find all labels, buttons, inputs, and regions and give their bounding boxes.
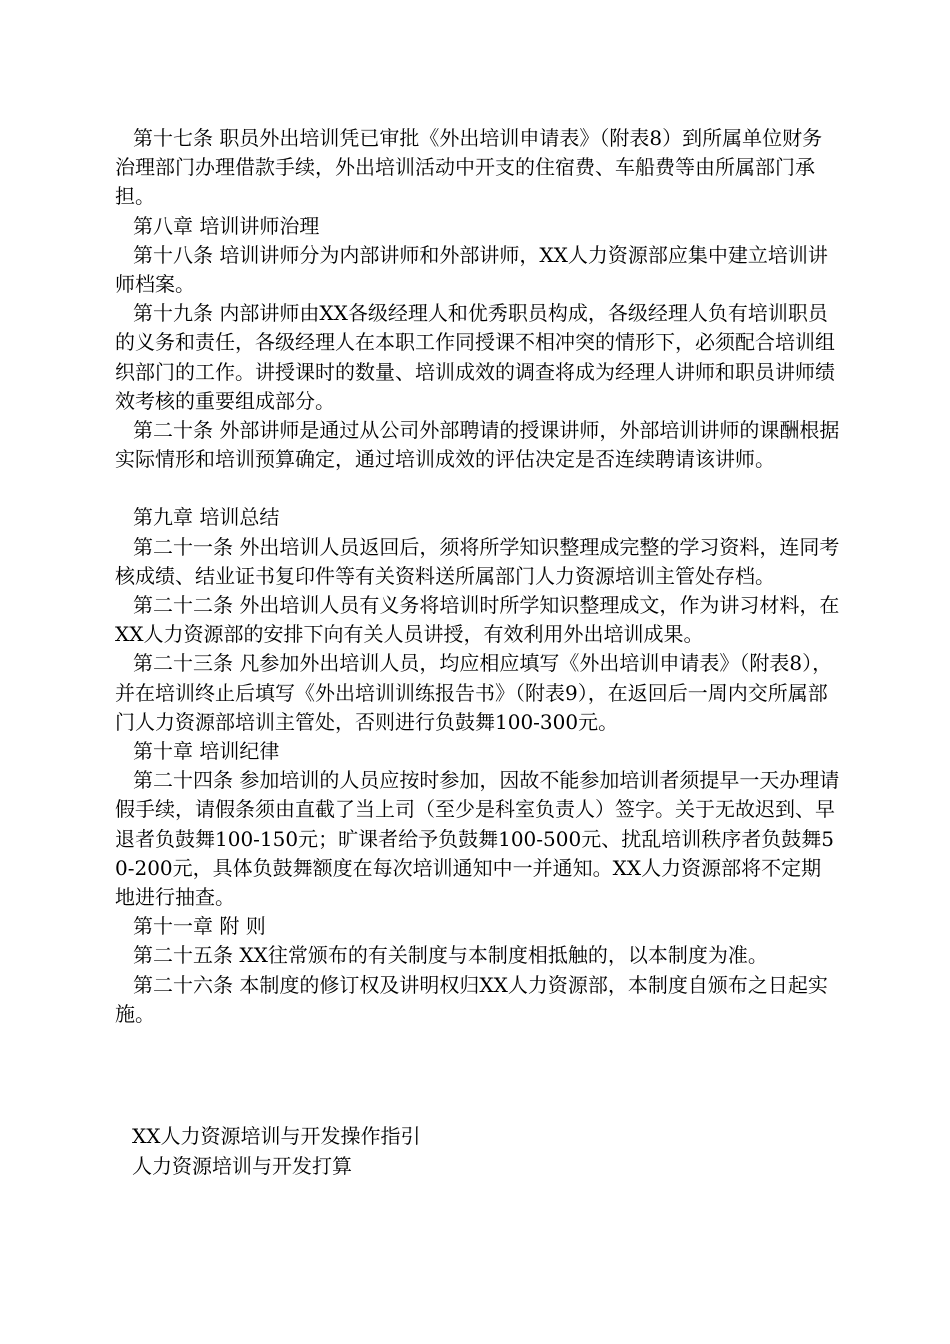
footer-subtitle: 人力资源培训与开发打算 [132, 1154, 352, 1178]
article-18: 第十八条 培训讲师分为内部讲师和外部讲师，XX人力资源部应集中建立培训讲师档案。 [115, 242, 828, 297]
footer-title: XX人力资源培训与开发操作指引 [132, 1124, 421, 1148]
article-21: 第二十一条 外出培训人员返回后，须将所学知识整理成完整的学习资料，连同考核成绩、结业证书复印件等有关资料送所属部门人力资源培训主管处存档。 [115, 534, 840, 588]
article-24: 第二十四条 参加培训的人员应按时参加，因故不能参加培训者须提早一天办理请假手续，请假条须由直截了当上司（至少是科室负责人）签字。关于无故迟到、早退者负鼓舞100-150元；旷课者给予负鼓舞100-500元、扰乱培训秩序者负鼓舞50-200元，具体负鼓舞额度在每次培训通知中一并通知。XX人力资源部将不定期地进行抽查。 [115, 768, 840, 910]
article-26: 第二十六条 本制度的修订权及讲明权归XX人力资源部，本制度自颁布之日起实施。 [115, 972, 828, 1026]
chapter-10-heading: 第十章 培训纪律 [133, 739, 280, 764]
article-23: 第二十三条 凡参加外出培训人员，均应相应填写《外出培训申请表》（附表8），并在培训终止后填写《外出培训训练报告书》（附表9），在返回后一周内交所属部门人力资源部培训主管处，否则进行负鼓舞100-300元。 [115, 651, 833, 734]
chapter-11-heading: 第十一章 附 则 [133, 914, 266, 939]
blank-line [115, 474, 840, 503]
article-17: 第十七条 职员外出培训凭已审批《外出培训申请表》（附表8）到所属单位财务治理部门办理借款手续，外出培训活动中开支的住宿费、车船费等由所属部门承担。 [115, 126, 823, 209]
document-body [115, 124, 840, 1029]
chapter-9-heading: 第九章 培训总结 [133, 505, 280, 530]
article-22: 第二十二条 外出培训人员有义务将培训时所学知识整理成文，作为讲习材料，在XX人力资源部的安排下向有关人员讲授，有效利用外出培训成果。 [115, 593, 840, 647]
chapter-8-heading: 第八章 培训讲师治理 [133, 213, 320, 238]
article-19: 第十九条 内部讲师由XX各级经理人和优秀职员构成，各级经理人负有培训职员的义务和责任，各级经理人在本职工作同授课不相冲突的情形下，必须配合培训组织部门的工作。讲授课时的数量、培训成效的调查将成为经理人讲师和职员讲师绩效考核的重要组成部分。 [115, 301, 835, 413]
article-25: 第二十五条 XX往常颁布的有关制度与本制度相抵触的，以本制度为准。 [133, 943, 768, 968]
document-footer [132, 1121, 832, 1181]
article-20: 第二十条 外部讲师是通过从公司外部聘请的授课讲师，外部培训讲师的课酬根据实际情形和培训预算确定，通过培训成效的评估决定是否连续聘请该讲师。 [115, 418, 840, 472]
